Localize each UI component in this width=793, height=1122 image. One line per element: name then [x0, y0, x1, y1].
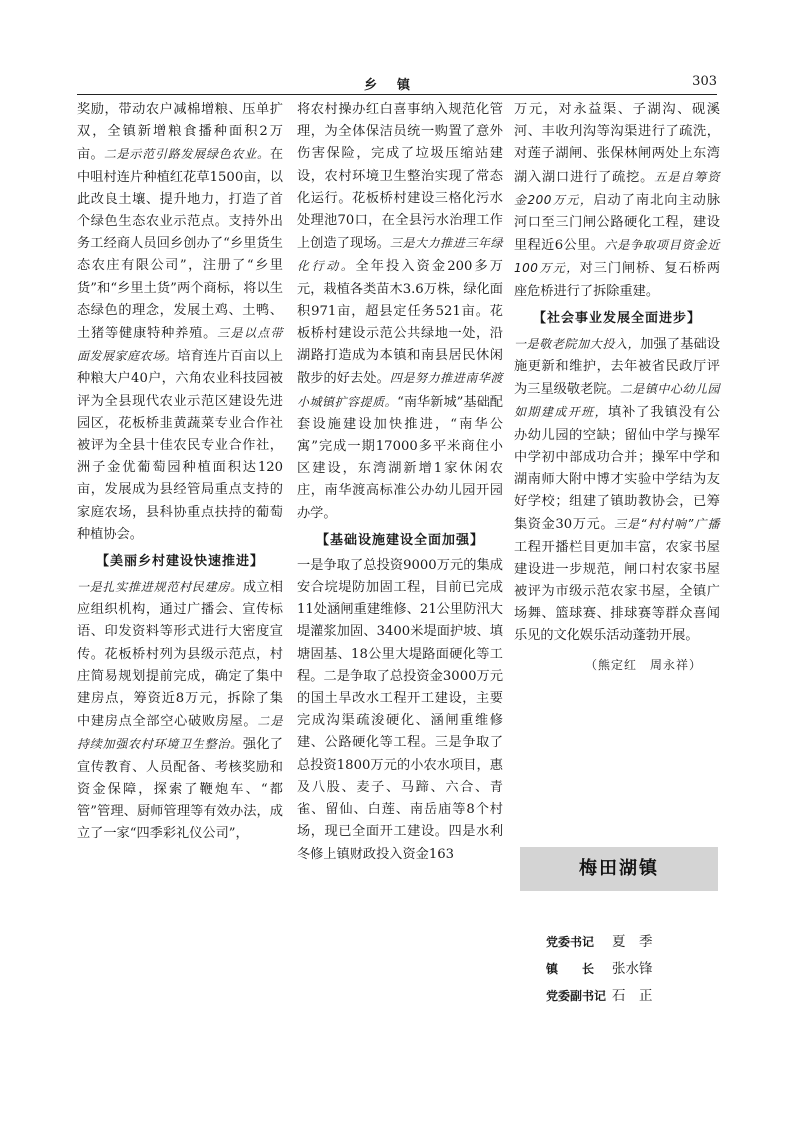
lead-phrase: 三是大力推进三年绿化行动。 — [297, 236, 503, 274]
paragraph-text: 成立相应组织机构，通过广播会、宣传标语、印发资料等形式进行大密度宣传。花板桥村列为县级示范点，村庄简易规划提前完成，确定了集中建房点，筹资近8万元，拆除了集中建房点全部空心破败房屋。 — [77, 580, 283, 730]
lead-phrase: 二是持续加强农村环境卫生整治。 — [77, 714, 283, 752]
paragraph-text: 四是水利冬修上镇财政投入资金163 — [297, 824, 504, 862]
paragraph-text: 填补了我镇没有公办幼儿园的空缺；留仙中学与操军中学初中部成功合并；操军中学和湖南师大附中博才实验中学结为友好学校；组建了镇助教协会，已筹集资金30万元。 — [514, 405, 720, 533]
body-paragraph — [297, 555, 503, 866]
lead-phrase: 五是自筹资金200万元， — [514, 169, 720, 207]
officials-roster — [546, 929, 716, 1010]
body-paragraph — [77, 576, 283, 845]
column-middle — [297, 99, 503, 866]
paragraph-text: 奖励，带动农户减棉增粮、压单扩双，全镇新增粮食播种面积2万亩。 — [77, 102, 283, 163]
lead-phrase: 六是争取项目资金近100万元， — [514, 238, 720, 276]
column-right — [514, 99, 720, 676]
paragraph-text: 全年投入资金200多万元，栽植各类苗木3.6万株，绿化面积971亩，超县定任务521亩。花板桥村建设示范公共绿地一处，沿湖路打造成为本镇和南县居民休闲散步的好去处。 — [297, 259, 503, 387]
column-left — [77, 99, 283, 846]
lead-phrase: 二是镇中心幼儿园如期建成开班， — [514, 382, 720, 420]
paragraph-text: 将农村操办红白喜事纳入规范化管理，为全体保洁员统一购置了意外伤害保险，完成了垃圾压缩站建设，农村环境卫生整治实现了常态化运行。花板桥村建设三格化污水处理池70口，在全县污水治理工作上创造了现场。 — [297, 102, 503, 252]
header-divider — [77, 94, 717, 95]
body-paragraph — [77, 99, 283, 546]
author-signature: （熊定红 周永祥） — [584, 657, 702, 672]
body-paragraph — [297, 99, 503, 525]
official-name: 张水锋 — [612, 961, 653, 977]
paragraph-text: 在中咀村连片种植红花草1500亩，以此改良土壤、提升地力，打造了首个绿色生态农业示范点。支持外出务工经商人员回乡创办了“乡里货生态农庄有限公司”，注册了“乡里货”和“乡里土货”两个商标，将以生态绿色的理念，发展土鸡、土鸭、土猪等健康特种养殖。 — [77, 147, 283, 342]
official-name: 石 正 — [612, 988, 653, 1004]
official-row — [546, 983, 716, 1010]
page-number: 303 — [692, 74, 717, 89]
paragraph-text: 启动了南北向主动脉河口至三门闸公路硬化工程，建设里程近6公里。 — [514, 192, 721, 254]
body-paragraph — [514, 99, 720, 303]
official-name: 夏 季 — [612, 934, 653, 950]
lead-phrase: 一是扎实推进规范村民建房。 — [77, 580, 243, 595]
paragraph-text: 强化了宣传教育、人员配备、考核奖励和资金保障，探索了鞭炮车、“都管”管理、厨师管理等有效办法，成立了一家“四季彩礼仪公司”， — [77, 737, 283, 842]
official-row — [546, 956, 716, 983]
official-role: 党委副书记 — [546, 989, 607, 1003]
section-subheading: 【基础设施建设全面加强】 — [315, 532, 484, 548]
page-header — [77, 74, 717, 93]
paragraph-text: 加强了基础设施更新和维护，去年被省民政厅评为三星级敬老院。 — [514, 336, 720, 398]
paragraph-text: 工程开播栏目更加丰富，农家书屋建设进一步规范，闸口村农家书屋被评为市级示范农家书屋，全镇广场舞、篮球赛、排球赛等群众喜闻乐见的文化娱乐活动蓬勃开展。 — [514, 539, 720, 644]
lead-phrase: 三是“村村响”广播 — [614, 517, 721, 532]
town-banner: 梅田湖镇 — [520, 847, 718, 891]
paragraph-text: 二是争取了总投资金3000万元的国土旱改水工程开工建设，主要完成沟渠疏浚硬化、涵闸重维修建、公路硬化等工程。 — [297, 668, 504, 751]
paragraph-text: 培育连片百亩以上种粮大户40户，六角农业科技园被评为全县现代农业示范区建设先进园区，花板桥韭黄蔬菜专业合作社被评为全县十佳农民专业合作社，洲子金优葡萄园种植面积达120亩，发展成为县经管局重点支持的家庭农场，县科协重点扶持的葡萄种植协会。 — [77, 349, 283, 542]
paragraph-text: 一是争取了总投资9000万元的集成安合垸堤防加固工程，目前已完成11处涵闸重建维修、21公里防汛大堤灌浆加固、3400米堤面护坡、填塘固基、18公里大堤路面硬化等工程。 — [297, 557, 503, 684]
section-subheading: 【美丽乡村建设快速推进】 — [95, 554, 264, 570]
official-row — [546, 929, 716, 956]
paragraph-text: 对三门闸桥、复石桥两座危桥进行了拆除重建。 — [514, 261, 721, 299]
lead-phrase: 四是努力推进南华渡小城镇扩容提质。 — [297, 371, 503, 409]
official-role: 党委书记 — [546, 935, 595, 949]
official-role: 镇 长 — [546, 962, 595, 976]
paragraph-text: “南华新城”基础配套设施建设加快推进，“南华公寓”完成一期17000多平米商住小区建设，东湾湖新增1家休闲农庄，南华渡高标准公办幼儿园开园办学。 — [297, 394, 503, 521]
lead-phrase: 二是示范引路发展绿色农业。 — [103, 147, 270, 162]
paragraph-text: 万元，对永益渠、子湖沟、砚溪河、丰收刋沟等沟渠进行了疏洗，对莲子湖闸、张保林闸两处上东湾湖入湖口进行了疏挖。 — [514, 102, 720, 185]
paragraph-text: 三是争取了总投资1800万元的小农水项目，惠及八股、麦子、马蹄、六合、青雀、留仙、白莲、南岳庙等8个村场，现已全面开工建设。 — [297, 735, 504, 840]
section-subheading: 【社会事业发展全面进步】 — [532, 310, 701, 326]
lead-phrase: 一是敬老院加大投入， — [514, 336, 641, 351]
body-paragraph — [514, 333, 720, 648]
section-title: 乡镇 — [363, 78, 430, 93]
lead-phrase: 三是以点带面发展家庭农场。 — [77, 326, 283, 364]
